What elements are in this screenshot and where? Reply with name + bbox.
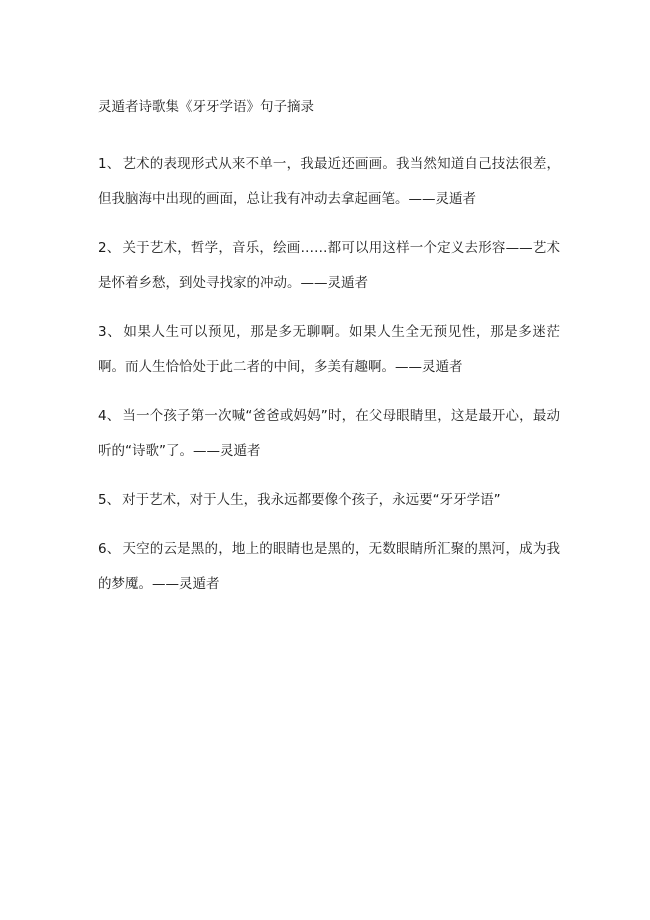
quote-text: 对于艺术，对于人生，我永远都要像个孩子，永远要“牙牙学语” bbox=[122, 492, 501, 508]
quote-text: 如果人生可以预见，那是多无聊啊。如果人生全无预见性，那是多迷茫啊。而人生恰恰处于此二者的中间，多美有趣啊。——灵遁者 bbox=[98, 324, 561, 375]
quote-item bbox=[98, 315, 560, 385]
quote-text: 天空的云是黑的，地上的眼睛也是黑的，无数眼睛所汇聚的黑河，成为我的梦魇。——灵遁者 bbox=[98, 541, 561, 592]
quote-text: 艺术的表现形式从来不单一，我最近还画画。我当然知道自己技法很差，但我脑海中出现的画面，总让我有冲动去拿起画笔。——灵遁者 bbox=[98, 156, 561, 207]
quote-item bbox=[98, 231, 560, 301]
quote-number: 4、 bbox=[98, 408, 121, 424]
quote-item bbox=[98, 399, 560, 469]
quote-number: 5、 bbox=[98, 492, 121, 508]
quote-number: 3、 bbox=[98, 324, 122, 340]
document-title: 灵遁者诗歌集《牙牙学语》句子摘录 bbox=[98, 99, 314, 115]
quote-text: 关于艺术，哲学，音乐，绘画……都可以用这样一个定义去形容——艺术是怀着乡愁，到处寻找家的冲动。——灵遁者 bbox=[98, 240, 561, 291]
quote-number: 6、 bbox=[98, 541, 121, 557]
quote-item bbox=[98, 483, 560, 518]
quote-item bbox=[98, 532, 560, 602]
quote-number: 2、 bbox=[98, 240, 121, 256]
quote-item bbox=[98, 147, 560, 217]
quote-text: 当一个孩子第一次喊“爸爸或妈妈”时，在父母眼睛里，这是最开心，最动听的“诗歌”了。——灵遁者 bbox=[98, 408, 560, 459]
quote-number: 1、 bbox=[98, 156, 121, 172]
quote-list bbox=[98, 147, 560, 616]
